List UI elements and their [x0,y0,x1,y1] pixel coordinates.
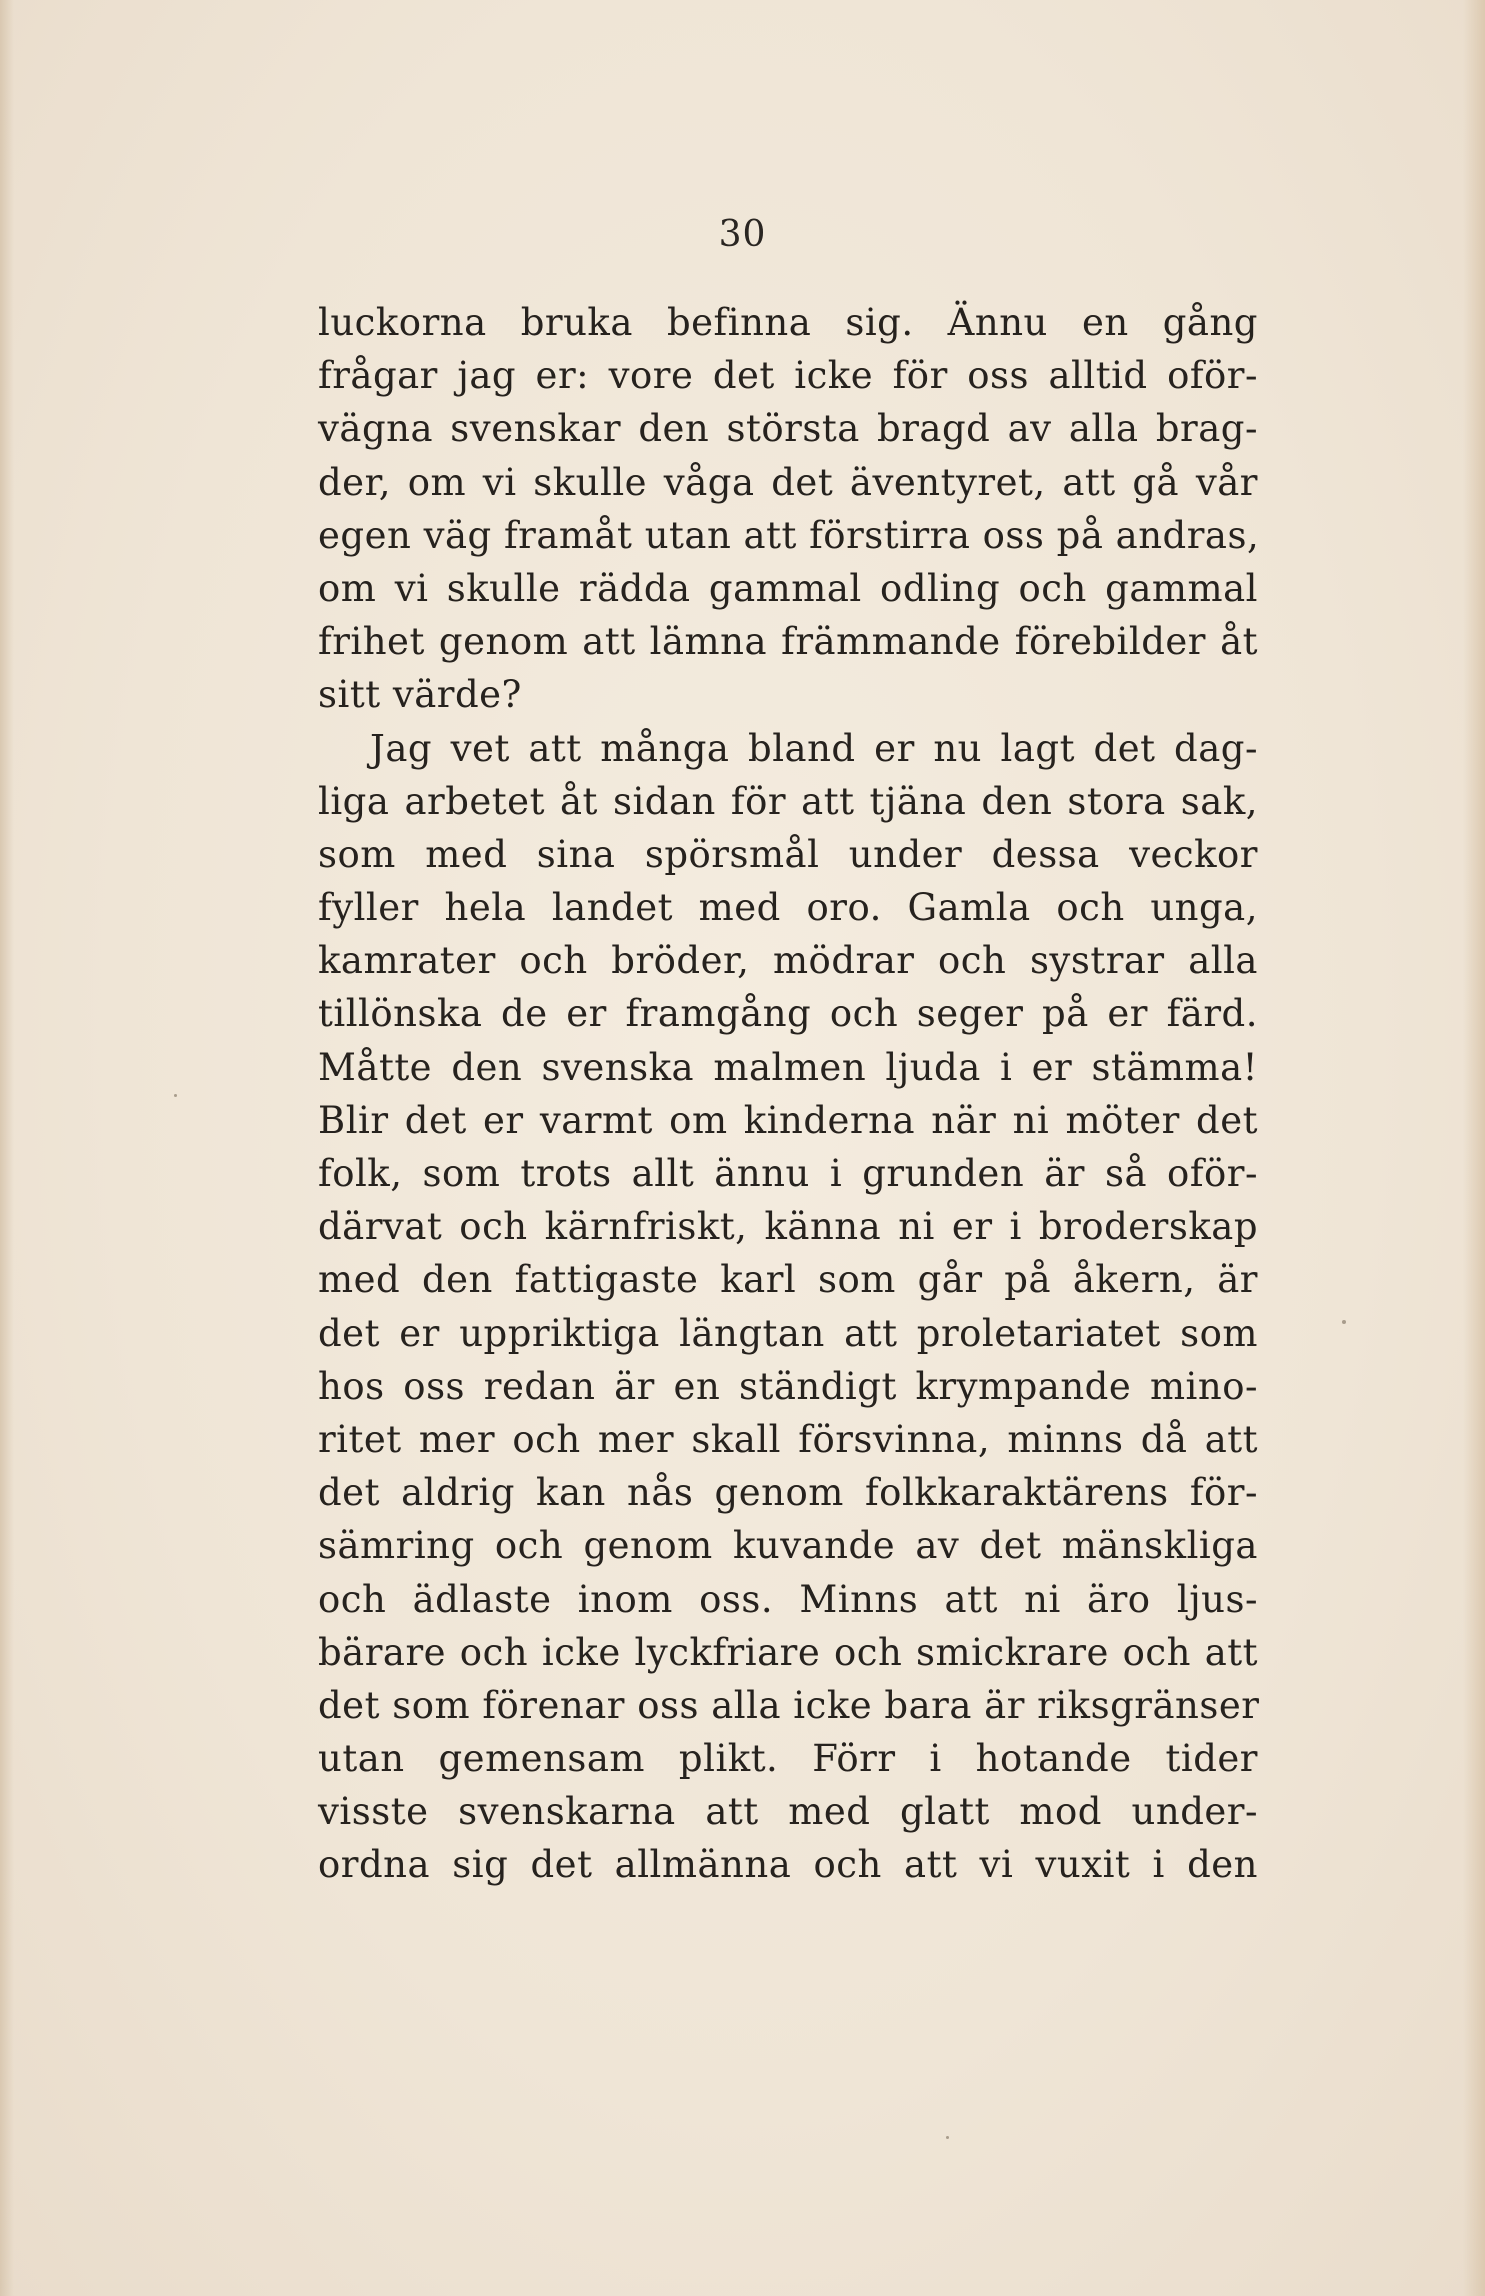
text-line: och ädlaste inom oss. Minns att ni äro ljus- [318,1577,1258,1621]
page-number: 30 [718,214,767,255]
text-line: ritet mer och mer skall försvinna, minns då att [318,1417,1258,1461]
text-line: frihet genom att lämna främmande förebilder åt [318,620,1258,664]
text-line: frågar jag er: vore det icke för oss alltid oför- [318,354,1258,398]
text-line: folk, som trots allt ännu i grunden är så oför- [318,1152,1258,1195]
text-line: bärare och icke lyckfriare och smickrare och att [318,1630,1258,1674]
text-line: tillönska de er framgång och seger på er färd. [318,992,1258,1036]
text-line: som med sina spörsmål under dessa veckor [318,832,1258,876]
text-line: ordna sig det allmänna och att vi vuxit i den [318,1843,1258,1887]
text-line: sämring och genom kuvande av det mänskliga [318,1524,1258,1568]
text-line: hos oss redan är en ständigt krympande mino- [318,1364,1258,1408]
text-line: Måtte den svenska malmen ljuda i er stämma! [318,1045,1258,1089]
text-line: egen väg framåt utan att förstirra oss på andras, [318,513,1260,557]
paper-speck [174,1094,177,1097]
text-line: utan gemensam plikt. Förr i hotande tider [318,1737,1258,1781]
paper-speck [1342,1320,1346,1324]
text-line: Jag vet att många bland er nu lagt det dag- [370,726,1258,770]
text-line: kamrater och bröder, mödrar och systrar alla [318,939,1258,983]
text-line: därvat och kärnfriskt, känna ni er i broderskap [318,1205,1258,1249]
body-text [318,296,1258,1892]
text-line: sitt värde? [318,673,522,717]
paper-speck [946,2136,949,2139]
text-line: med den fattigaste karl som går på åkern, är [318,1258,1258,1302]
text-line: der, om vi skulle våga det äventyret, att gå vår [318,460,1258,504]
text-line: vägna svenskar den största bragd av alla brag- [318,407,1258,451]
text-line: fyller hela landet med oro. Gamla och unga, [318,886,1258,930]
text-line: om vi skulle rädda gammal odling och gammal [318,566,1258,610]
text-line: luckorna bruka befinna sig. Ännu en gång [318,301,1258,344]
text-line: det er uppriktiga längtan att proletariatet som [318,1311,1258,1355]
text-line: Blir det er varmt om kinderna när ni möter det [318,1098,1258,1142]
page-edge-right [1463,0,1485,2296]
text-line: det som förenar oss alla icke bara är riksgränser [318,1683,1260,1727]
text-line: visste svenskarna att med glatt mod under- [318,1790,1258,1834]
page-edge-left [0,0,14,2296]
text-line: liga arbetet åt sidan för att tjäna den stora sak, [318,779,1258,823]
text-line: det aldrig kan nås genom folkkaraktärens för- [318,1471,1258,1515]
